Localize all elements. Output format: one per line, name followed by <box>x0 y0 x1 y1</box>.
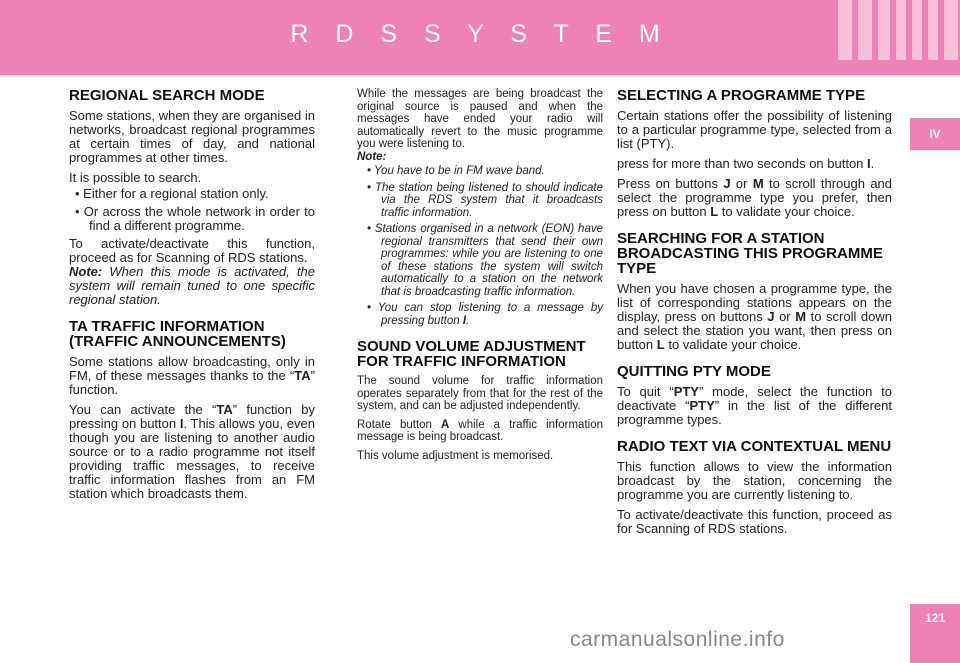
text: or <box>730 176 753 191</box>
paragraph <box>617 385 892 427</box>
text: To quit “ <box>617 384 674 399</box>
text: • You can stop listening to a message by pressing button <box>367 302 603 327</box>
text: . <box>466 314 470 327</box>
heading-regional: REGIONAL SEARCH MODE <box>69 87 265 104</box>
heading-radio-text: RADIO TEXT VIA CONTEXTUAL MENU <box>617 438 892 455</box>
note-label: Note: <box>69 264 103 279</box>
pty-label: PTY <box>673 384 699 399</box>
bullet-item: • Or across the whole network in order to find a different programme. <box>75 204 315 233</box>
paragraph <box>357 419 603 444</box>
text: or <box>774 309 796 324</box>
heading-quit: QUITTING PTY MODE <box>617 363 771 380</box>
ta-label: TA <box>294 368 311 383</box>
button-label: L <box>656 337 665 352</box>
note-text: When this mode is activated, the system will remain tuned to one specific regional station. <box>69 264 315 307</box>
bullet-item: • You have to be in FM wave band. <box>367 165 545 177</box>
paragraph <box>69 403 315 501</box>
bullet-item <box>357 302 603 327</box>
text: while a traffic information message is being broadcast. <box>357 418 603 443</box>
text: . <box>870 156 875 171</box>
paragraph: While the messages are being broadcast the original source is paused and when the messages have ended your radio will automatically revert to the music programme you were listening to. <box>357 88 603 150</box>
column-2 <box>357 88 603 468</box>
text: You can activate the “ <box>69 402 217 417</box>
text: Some stations allow broadcasting, only in FM, of these messages thanks to the “ <box>69 354 315 383</box>
button-label: I <box>867 156 871 171</box>
text: to scroll through and select the programme type you prefer, then press on button <box>617 176 893 219</box>
paragraph: This volume adjustment is memorised. <box>357 449 554 462</box>
heading-ta: TA TRAFFIC INFORMATION (TRAFFIC ANNOUNCEMENTS) <box>69 318 286 350</box>
heading-pty: SELECTING A PROGRAMME TYPE <box>617 87 866 104</box>
heading-search: SEARCHING FOR A STATION BROADCASTING THIS PROGRAMME TYPE <box>617 230 883 277</box>
paragraph: Certain stations offer the possibility of listening to a particular programme type, selected from a list (PTY). <box>617 108 892 151</box>
paragraph: Some stations, when they are organised in networks, broadcast regional programmes at certain times of day, and national programmes at other times. <box>69 108 315 165</box>
paragraph: To activate/deactivate this function, proceed as for Scanning of RDS stations. <box>69 236 315 265</box>
note <box>69 265 315 307</box>
bullet-item: • Either for a regional station only. <box>75 186 269 201</box>
button-label: M <box>752 176 764 191</box>
button-label: A <box>441 418 450 431</box>
paragraph: To activate/deactivate this function, proceed as for Scanning of RDS stations. <box>617 507 892 536</box>
page-number: 121 <box>910 604 960 663</box>
text: . This allows you, even though you are listening to another audio source or to a radio programme not itself providing traffic messages, to receive traffic information flashes from an FM station which broadcasts them. <box>69 416 316 501</box>
button-label: I <box>179 416 184 431</box>
watermark: carmanualsonline.info <box>570 628 785 651</box>
paragraph <box>617 177 892 219</box>
text: press for more than two seconds on button <box>617 156 868 171</box>
paragraph: It is possible to search. <box>69 170 202 185</box>
text: ” function. <box>69 368 315 397</box>
column-3 <box>617 88 892 542</box>
paragraph: This function allows to view the information broadcast by the station, concerning the programme you are currently listening to. <box>617 459 892 502</box>
column-1 <box>69 88 315 507</box>
heading-sound: SOUND VOLUME ADJUSTMENT FOR TRAFFIC INFORMATION <box>357 338 586 370</box>
text: Press on buttons <box>617 176 724 191</box>
page-title: R D S S Y S T E M <box>290 20 670 48</box>
button-label: M <box>795 309 807 324</box>
text: to scroll down and select the station you want, then press on button <box>617 309 892 352</box>
text: ” mode, select the function to deactivate “ <box>617 384 892 413</box>
text: When you have chosen a programme type, the list of corresponding stations appears on the display, press on buttons <box>617 281 892 324</box>
button-label: J <box>723 176 731 191</box>
button-label: I <box>462 314 467 327</box>
paragraph <box>617 282 892 352</box>
chapter-tab: IV <box>910 118 960 150</box>
paragraph: The sound volume for traffic information operates separately from that for the rest of the system, and can be adjusted independently. <box>357 375 603 412</box>
button-label: L <box>710 204 719 219</box>
button-label: J <box>767 309 775 324</box>
paragraph <box>69 355 315 397</box>
bullet-item: • The station being listened to should indicate via the RDS system that it broadcasts traffic information. <box>367 181 603 219</box>
note-label: Note: <box>357 150 387 163</box>
pty-label: PTY <box>689 398 715 413</box>
bullet-item: • Stations organised in a network (EON) have regional transmitters that send their own programmes: while you are listening to one of these stations the system will switch automatically to a station on the network that is broadcasting traffic information. <box>367 223 603 298</box>
text: ” function by pressing on button <box>69 402 315 431</box>
ta-label: TA <box>216 402 233 417</box>
text: to validate your choice. <box>718 204 855 219</box>
text: ” in the list of the different programme types. <box>617 398 893 427</box>
paragraph <box>617 157 892 171</box>
text: to validate your choice. <box>664 337 802 352</box>
text: Rotate button <box>357 418 441 431</box>
